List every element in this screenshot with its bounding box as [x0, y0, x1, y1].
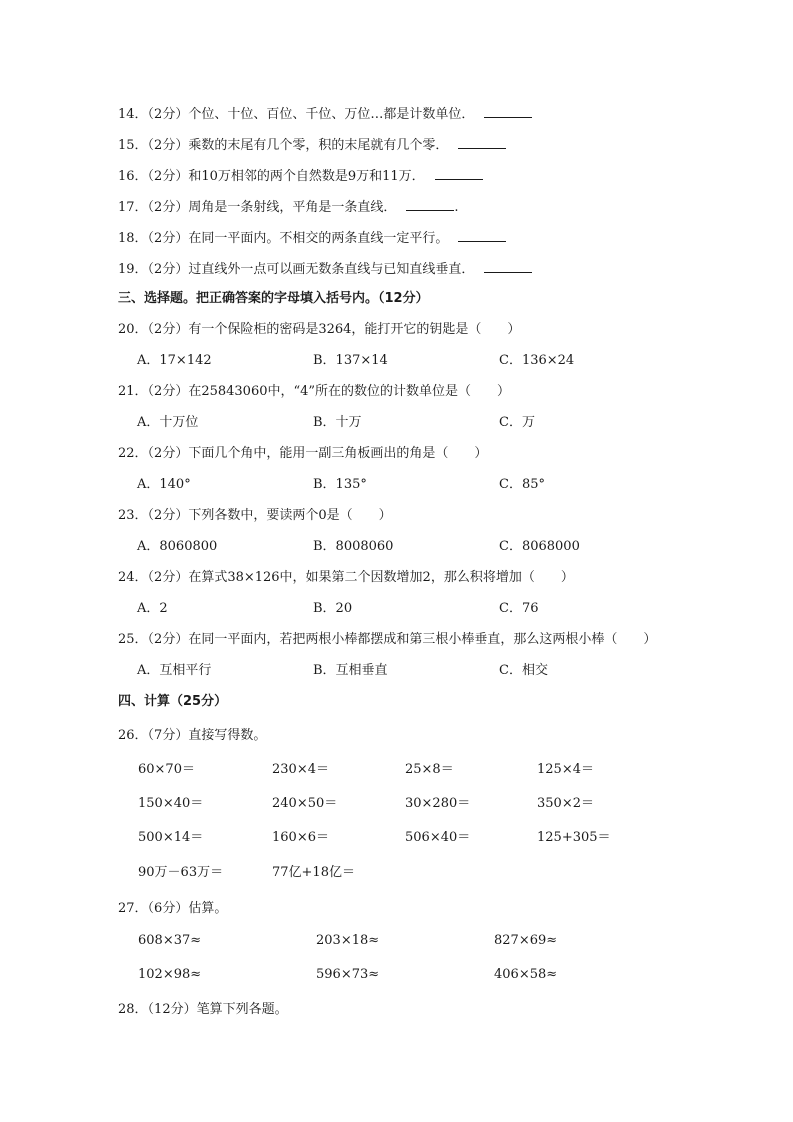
calc-item: 230×4＝	[272, 762, 329, 777]
estimate-item: 102×98≈	[138, 967, 202, 982]
option-c[interactable]: C．85°	[499, 477, 545, 492]
estimate-item: 596×73≈	[316, 967, 380, 982]
answer-blank[interactable]	[484, 105, 532, 118]
calc-item: 150×40＝	[138, 796, 204, 811]
question-18: 18．（2分）在同一平面内。不相交的两条直线一定平行。	[118, 229, 506, 247]
option-c[interactable]: C．76	[499, 601, 539, 616]
option-c[interactable]: C．相交	[499, 663, 548, 678]
calc-item: 60×70＝	[138, 762, 195, 777]
section-3-heading: 三、选择题。把正确答案的字母填入括号内。（12分）	[118, 291, 429, 306]
calc-item: 500×14＝	[138, 830, 204, 845]
calc-item: 350×2＝	[537, 796, 594, 811]
calc-item: 125×4＝	[537, 762, 594, 777]
estimate-item: 608×37≈	[138, 933, 202, 948]
answer-blank[interactable]	[435, 167, 483, 180]
question-14: 14．（2分）个位、十位、百位、千位、万位…都是计数单位．	[118, 105, 532, 123]
option-b[interactable]: B．135°	[313, 477, 367, 492]
calc-item: 77亿+18亿＝	[272, 865, 355, 880]
question-22: 22．（2分）下面几个角中，能用一副三角板画出的角是（ ）	[118, 446, 488, 461]
answer-blank[interactable]	[458, 229, 506, 242]
question-23: 23．（2分）下列各数中，要读两个0是（ ）	[118, 508, 392, 523]
calc-item: 240×50＝	[272, 796, 338, 811]
answer-blank[interactable]	[484, 260, 532, 273]
estimate-item: 203×18≈	[316, 933, 380, 948]
question-26: 26．（7分）直接写得数。	[118, 728, 267, 743]
option-b[interactable]: B．十万	[313, 415, 362, 430]
question-21: 21．（2分）在25843060中，“4”所在的数位的计数单位是（ ）	[118, 384, 511, 399]
answer-blank[interactable]	[458, 136, 506, 149]
option-a[interactable]: A．140°	[137, 477, 191, 492]
question-15: 15．（2分）乘数的末尾有几个零，积的末尾就有几个零．	[118, 136, 506, 154]
calc-item: 506×40＝	[405, 830, 471, 845]
question-24: 24．（2分）在算式38×126中，如果第二个因数增加2，那么积将增加（ ）	[118, 570, 574, 585]
option-b[interactable]: B．8008060	[313, 539, 394, 554]
question-25: 25．（2分）在同一平面内，若把两根小棒都摆成和第三根小棒垂直，那么这两根小棒（ ）	[118, 632, 657, 647]
section-4-heading: 四、计算（25分）	[118, 694, 228, 709]
question-27: 27．（6分）估算。	[118, 901, 228, 916]
option-a[interactable]: A．互相平行	[137, 663, 212, 678]
question-19: 19．（2分）过直线外一点可以画无数条直线与已知直线垂直．	[118, 260, 532, 278]
option-a[interactable]: A．17×142	[137, 353, 212, 368]
question-20: 20．（2分）有一个保险柜的密码是3264，能打开它的钥匙是（ ）	[118, 322, 521, 337]
question-28: 28．（12分）笔算下列各题。	[118, 1002, 288, 1017]
calc-item: 90万－63万＝	[138, 865, 224, 880]
option-c[interactable]: C．136×24	[499, 353, 575, 368]
option-b[interactable]: B．互相垂直	[313, 663, 388, 678]
option-b[interactable]: B．137×14	[313, 353, 388, 368]
calc-item: 25×8＝	[405, 762, 454, 777]
option-c[interactable]: C．8068000	[499, 539, 580, 554]
option-a[interactable]: A．8060800	[137, 539, 218, 554]
estimate-item: 827×69≈	[494, 933, 558, 948]
answer-blank[interactable]	[406, 198, 454, 211]
question-16: 16．（2分）和10万相邻的两个自然数是9万和11万．	[118, 167, 483, 185]
option-a[interactable]: A．十万位	[137, 415, 199, 430]
calc-item: 30×280＝	[405, 796, 471, 811]
estimate-item: 406×58≈	[494, 967, 558, 982]
option-a[interactable]: A．2	[137, 601, 168, 616]
question-17: 17．（2分）周角是一条射线，平角是一条直线． .	[118, 200, 459, 215]
option-c[interactable]: C．万	[499, 415, 535, 430]
option-b[interactable]: B．20	[313, 601, 353, 616]
calc-item: 125+305＝	[537, 830, 611, 845]
calc-item: 160×6＝	[272, 830, 329, 845]
